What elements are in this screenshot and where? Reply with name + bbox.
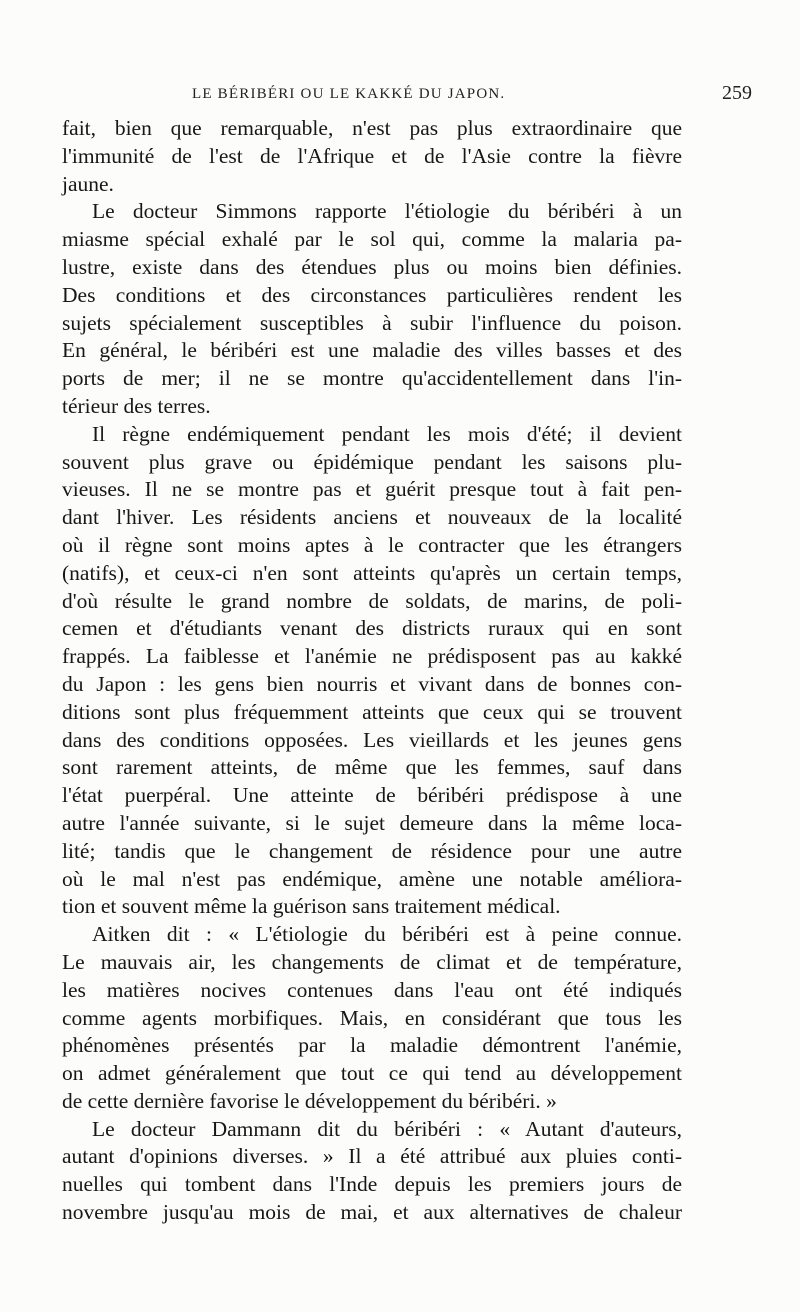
text-line: ports de mer; il ne se montre qu'accidentellement dans l'in- (62, 366, 682, 391)
text-line: miasme spécial exhalé par le sol qui, comme la malaria pa- (62, 227, 682, 252)
page-header (62, 82, 752, 112)
text-line: on admet généralement que tout ce qui tend au développement (62, 1061, 682, 1086)
text-line: l'état puerpéral. Une atteinte de béribéri prédispose à une (62, 783, 682, 808)
text-line: nuelles qui tombent dans l'Inde depuis les premiers jours de (62, 1172, 682, 1197)
text-line: Il règne endémiquement pendant les mois d'été; il devient (92, 421, 682, 446)
text-line: térieur des terres. (62, 393, 211, 418)
text-line: lustre, existe dans des étendues plus ou moins bien définies. (62, 254, 682, 279)
text-line: cemen et d'étudiants venant des districts ruraux qui en sont (62, 616, 682, 641)
text-line: Aitken dit : « L'étiologie du béribéri est à peine connue. (92, 922, 682, 947)
text-line: où il règne sont moins aptes à le contracter que les étrangers (62, 532, 682, 557)
text-line: (natifs), et ceux-ci n'en sont atteints qu'après un certain temps, (62, 560, 682, 585)
text-line: jaune. (62, 171, 114, 196)
text-line: Le mauvais air, les changements de climat et de température, (62, 949, 682, 974)
text-line: tion et souvent même la guérison sans traitement médical. (62, 894, 561, 919)
text-line: de cette dernière favorise le développement du béribéri. » (62, 1088, 557, 1113)
text-line: vieuses. Il ne se montre pas et guérit presque tout à fait pen- (62, 477, 682, 502)
text-line: d'où résulte le grand nombre de soldats, de marins, de poli- (62, 588, 682, 613)
text-line: comme agents morbifiques. Mais, en considérant que tous les (62, 1005, 682, 1030)
text-line: ditions sont plus fréquemment atteints que ceux qui se trouvent (62, 699, 682, 724)
text-line: sont rarement atteints, de même que les femmes, sauf dans (62, 755, 682, 780)
text-line: Le docteur Dammann dit du béribéri : « Autant d'auteurs, (92, 1116, 682, 1141)
text-line: autre l'année suivante, si le sujet demeure dans la même loca- (62, 810, 682, 835)
text-line: l'immunité de l'est de l'Afrique et de l'Asie contre la fièvre (62, 143, 682, 168)
body-text (62, 115, 682, 1227)
text-line: dans des conditions opposées. Les vieillards et les jeunes gens (62, 727, 682, 752)
text-line: autant d'opinions diverses. » Il a été attribué aux pluies conti- (62, 1144, 682, 1169)
running-title: LE BÉRIBÉRI OU LE KAKKÉ DU JAPON. (192, 86, 506, 102)
text-line: où le mal n'est pas endémique, amène une notable améliora- (62, 866, 682, 891)
text-line: En général, le béribéri est une maladie des villes basses et des (62, 338, 682, 363)
text-line: phénomènes présentés par la maladie démontrent l'anémie, (62, 1033, 682, 1058)
text-line: souvent plus grave ou épidémique pendant les saisons plu- (62, 449, 682, 474)
text-line: les matières nocives contenues dans l'eau ont été indiqués (62, 977, 682, 1002)
text-line: fait, bien que remarquable, n'est pas plus extraordinaire que (62, 116, 682, 140)
text-line: lité; tandis que le changement de résidence pour une autre (62, 838, 682, 863)
text-line: sujets spécialement susceptibles à subir l'influence du poison. (62, 310, 682, 335)
text-line: novembre jusqu'au mois de mai, et aux alternatives de chaleur (62, 1200, 682, 1225)
text-line: dant l'hiver. Les résidents anciens et nouveaux de la localité (62, 505, 682, 530)
page-number: 259 (722, 82, 752, 104)
text-line: du Japon : les gens bien nourris et vivant dans de bonnes con- (62, 671, 682, 696)
text-line: frappés. La faiblesse et l'anémie ne prédisposent pas au kakké (62, 644, 682, 669)
text-line: Le docteur Simmons rapporte l'étiologie du béribéri à un (92, 199, 682, 224)
text-line: Des conditions et des circonstances particulières rendent les (62, 282, 682, 307)
